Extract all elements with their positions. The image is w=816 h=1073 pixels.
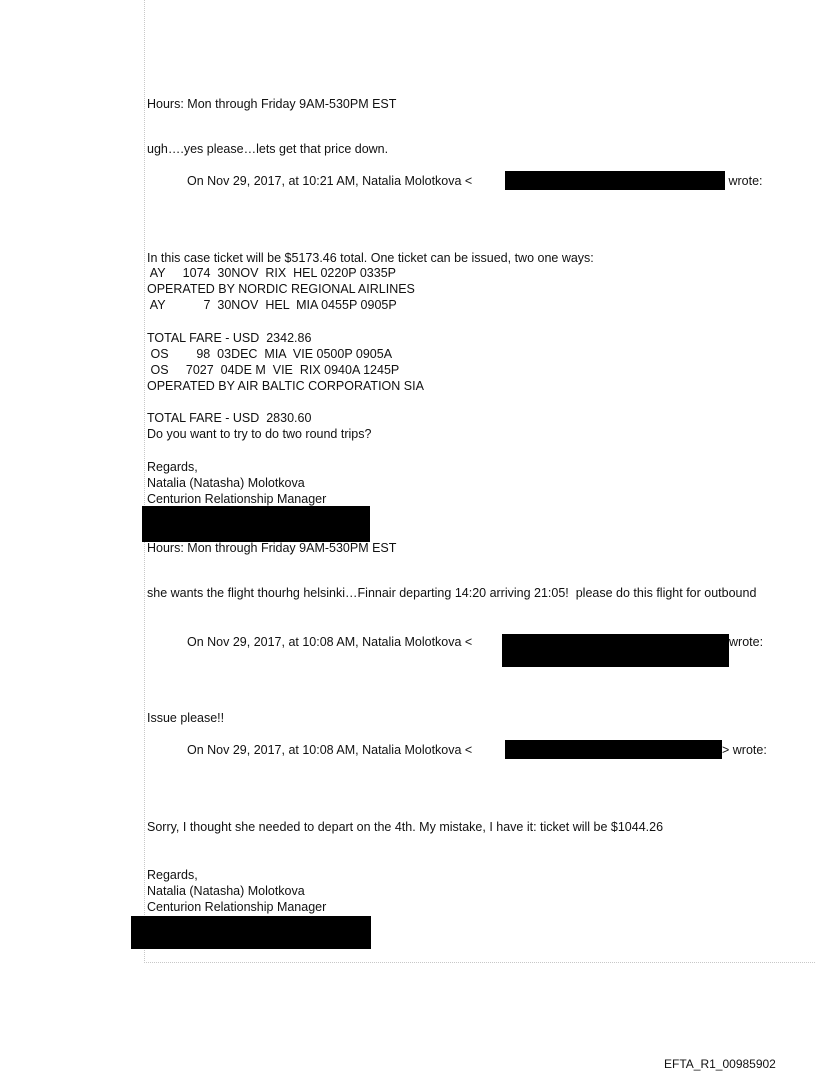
hours-line: Hours: Mon through Friday 9AM-530PM EST [147,541,397,555]
quote-header-suffix: wrote: [725,174,763,188]
operated-by-line: OPERATED BY AIR BALTIC CORPORATION SIA [147,379,424,393]
flight-line: AY 1074 30NOV RIX HEL 0220P 0335P [147,266,397,280]
redacted-email-address [502,634,729,667]
redacted-contact-info [131,916,371,949]
flight-line: AY 7 30NOV HEL MIA 0455P 0905P [147,298,397,312]
reply-text: she wants the flight thourhg helsinki…Finnair departing 14:20 arriving 21:05! please do this flight for outbound [147,586,757,600]
signature-regards: Regards, [147,460,198,474]
message-line: Sorry, I thought she needed to depart on the 4th. My mistake, I have it: ticket will be $1044.26 [147,820,664,834]
message-line: In this case ticket will be $5173.46 total. One ticket can be issued, two one ways: [147,251,594,265]
total-fare-line: TOTAL FARE - USD 2830.60 [147,411,312,425]
signature-regards: Regards, [147,868,198,882]
total-fare-line: TOTAL FARE - USD 2342.86 [147,331,312,345]
reply-text: Issue please!! [147,711,225,725]
message-line: Do you want to try to do two round trips? [147,427,372,441]
flight-line: OS 7027 04DE M VIE RIX 0940A 1245P [147,363,400,377]
redacted-email-address [505,740,722,759]
quote-header-prefix: On Nov 29, 2017, at 10:21 AM, Natalia Molotkova < [187,174,473,188]
quote-header-prefix: On Nov 29, 2017, at 10:08 AM, Natalia Molotkova < [187,743,473,757]
operated-by-line: OPERATED BY NORDIC REGIONAL AIRLINES [147,282,415,296]
quote-header-suffix: wrote: [729,635,764,649]
signature-title: Centurion Relationship Manager [147,900,327,914]
signature-name: Natalia (Natasha) Molotkova [147,476,305,490]
quote-header-prefix: On Nov 29, 2017, at 10:08 AM, Natalia Molotkova < [187,635,473,649]
signature-name: Natalia (Natasha) Molotkova [147,884,305,898]
flight-line: OS 98 03DEC MIA VIE 0500P 0905A [147,347,393,361]
signature-title: Centurion Relationship Manager [147,492,327,506]
hours-line: Hours: Mon through Friday 9AM-530PM EST [147,97,397,111]
reply-text: ugh….yes please…lets get that price down. [147,142,389,156]
redacted-contact-info [142,506,370,542]
document-id: EFTA_R1_00985902 [664,1057,776,1071]
quote-header-suffix: > wrote: [722,743,767,757]
redacted-email-address [505,171,725,190]
